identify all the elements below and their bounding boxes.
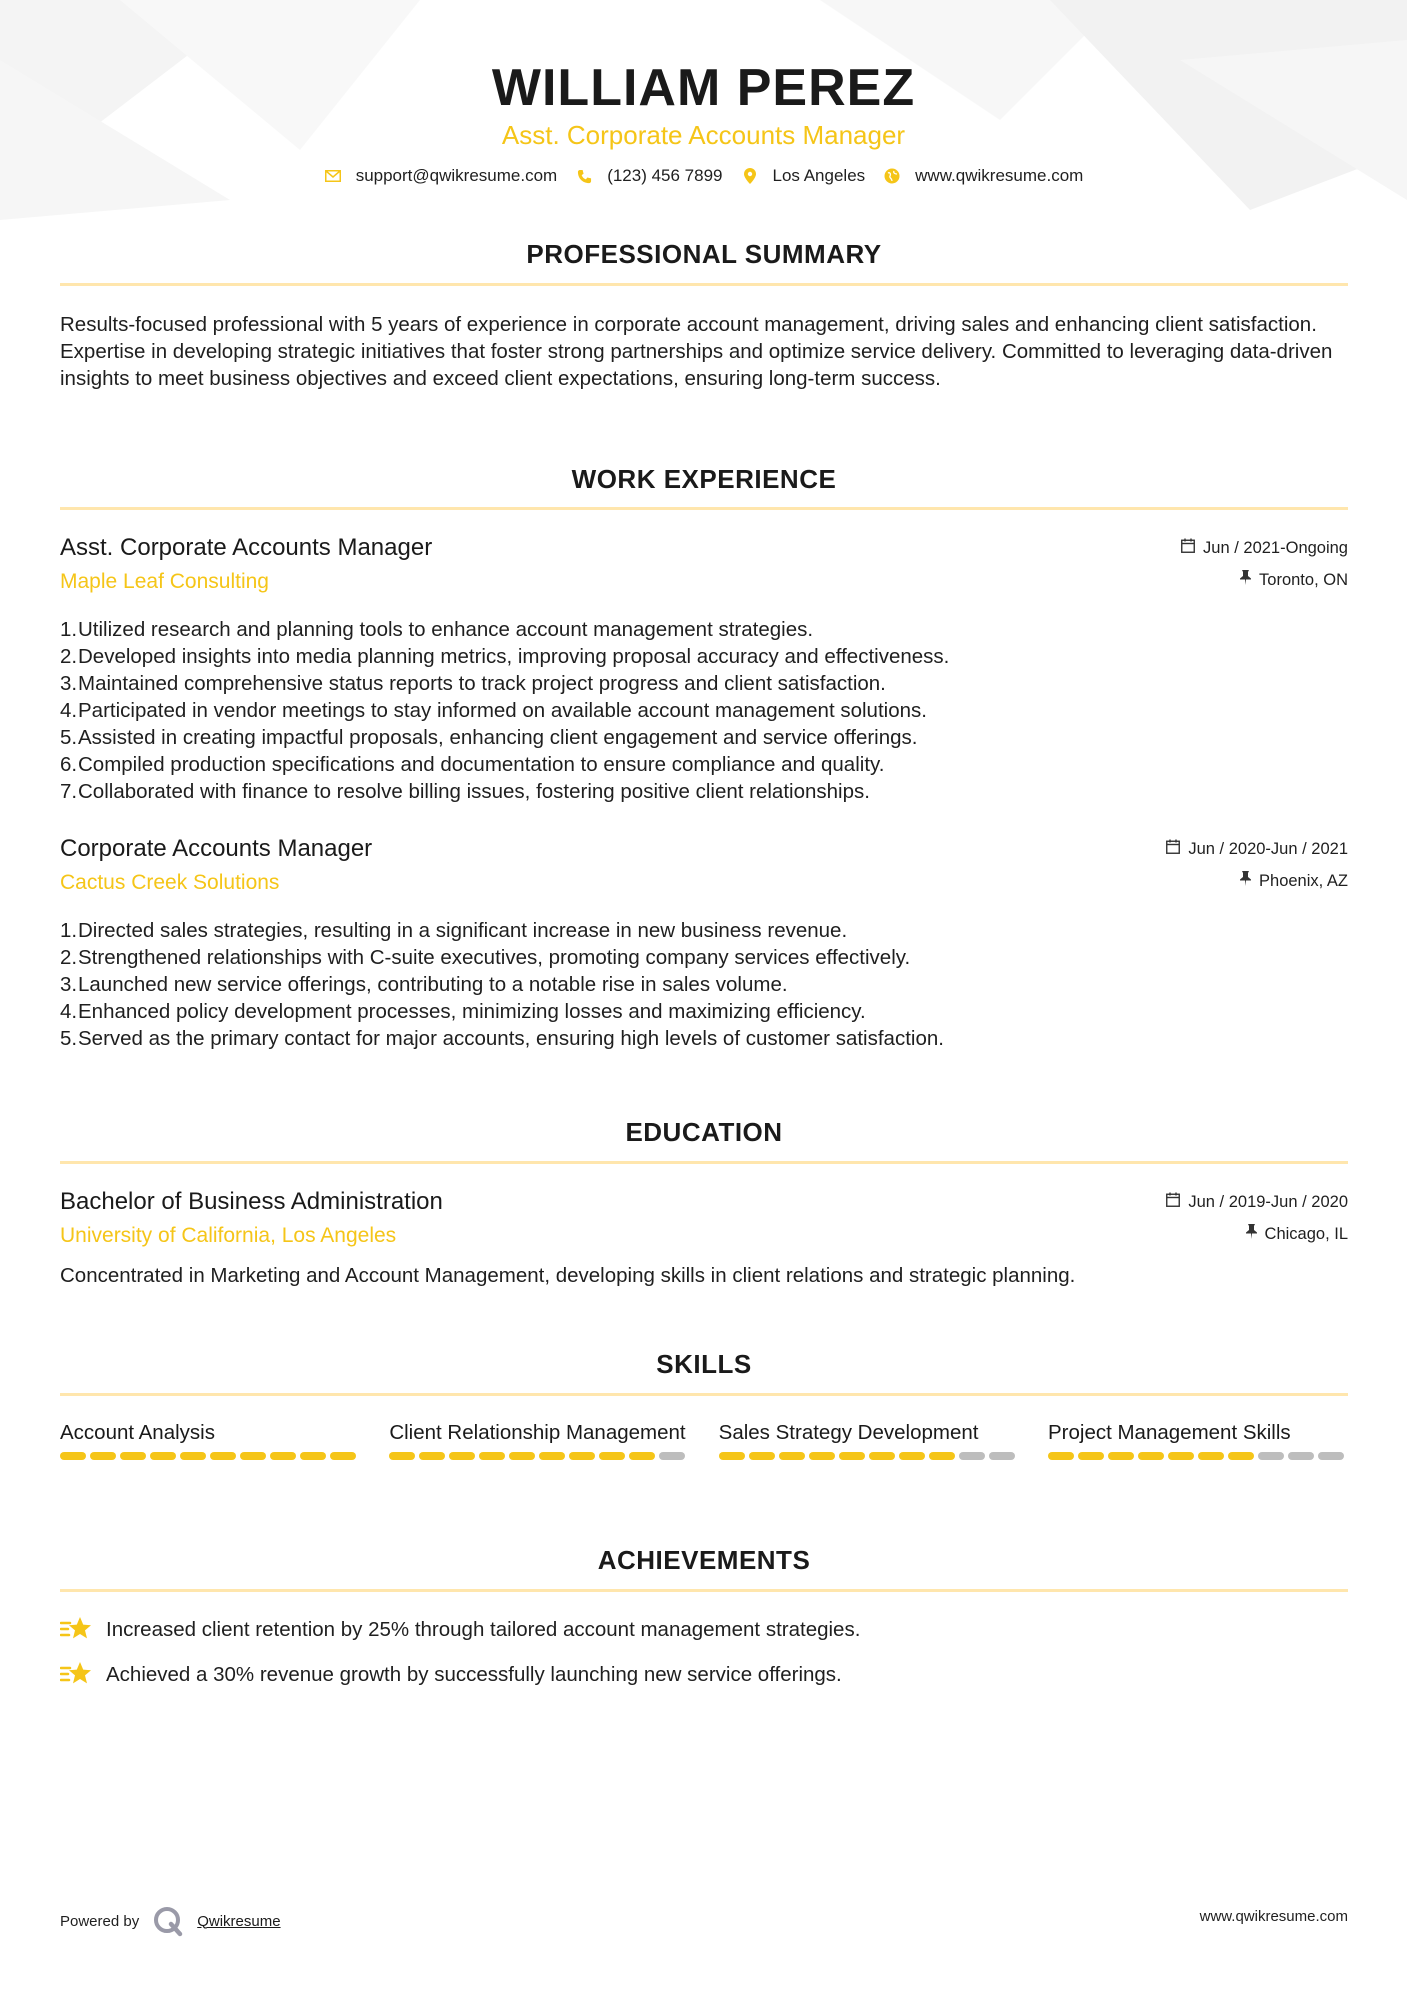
skill-segment-empty [1318,1452,1344,1460]
skill-segment-filled [1198,1452,1224,1460]
skill-level-bar [1048,1452,1348,1460]
skill-segment-filled [839,1452,865,1460]
skill-segment-filled [1078,1452,1104,1460]
skill-segment-filled [1228,1452,1254,1460]
job-location-text: Toronto, ON [1259,570,1348,589]
skill-segment-filled [779,1452,805,1460]
education-location-text: Chicago, IL [1264,1224,1348,1243]
job-role: Corporate Accounts Manager [60,835,373,862]
education-heading: EDUCATION [625,1117,783,1147]
contact-location-text: Los Angeles [772,166,866,185]
resume-header [0,58,1407,186]
skill-item [1048,1419,1348,1460]
contact-email[interactable] [324,166,558,186]
skill-segment-filled [509,1452,535,1460]
skill-segment-filled [120,1452,146,1460]
list-item: 3. Maintained comprehensive status reports to track project progress and client satisfaction. [60,672,886,695]
job-company: Maple Leaf Consulting [60,570,269,593]
skill-level-bar [389,1452,689,1460]
calendar-icon [1181,538,1195,558]
job-responsibilities [60,616,1348,805]
list-item: 1. Directed sales strategies, resulting in a significant increase in new business revenue. [60,919,848,942]
skill-name: Account Analysis [60,1421,215,1444]
job-header [60,835,1348,897]
education-rule [60,1161,1348,1164]
skill-segment-filled [599,1452,625,1460]
skill-segment-filled [539,1452,565,1460]
list-item: 3. Launched new service offerings, contributing to a notable rise in sales volume. [60,973,788,996]
calendar-icon [1166,839,1180,859]
skill-segment-empty [1288,1452,1314,1460]
skill-segment-filled [629,1452,655,1460]
education-entry [60,1188,1348,1289]
achievement-text: Increased client retention by 25% through tailored account management strategies. [106,1617,861,1641]
skill-segment-empty [659,1452,685,1460]
contact-bar [0,166,1407,186]
achievement-item [60,1615,1348,1643]
footer-website[interactable]: www.qwikresume.com [1199,1908,1348,1925]
candidate-name: WILLIAM PEREZ [491,59,916,117]
summary-text: Results-focused professional with 5 years of experience in corporate account management, driving sales and enhancing client satisfaction. Expertise in developing strategic initiatives that foster strong partnerships and optimize service delivery. Committed to leveraging data-driven insights to meet business objectives and exceed client expectations, ensuring long-term success. [60,313,1333,390]
list-item: 2. Developed insights into media planning metrics, improving proposal accuracy and effectiveness. [60,645,950,668]
achievement-item [60,1660,1348,1688]
phone-icon [575,167,593,185]
skill-segment-filled [240,1452,266,1460]
summary-rule [60,283,1348,286]
contact-email-text: support@qwikresume.com [355,166,558,185]
skill-segment-filled [1048,1452,1074,1460]
skill-segment-filled [449,1452,475,1460]
list-item: 5. Served as the primary contact for major accounts, ensuring high levels of customer satisfaction. [60,1027,944,1050]
powered-by [60,1904,281,1938]
education-date-text: Jun / 2019-Jun / 2020 [1188,1192,1348,1211]
skill-segment-filled [210,1452,236,1460]
achievements-heading: ACHIEVEMENTS [597,1545,811,1575]
job-date-text: Jun / 2021-Ongoing [1203,538,1348,557]
skill-segment-filled [569,1452,595,1460]
skills-list [60,1419,1348,1460]
skills-rule [60,1393,1348,1396]
job-entry [60,835,1348,1052]
globe-icon [883,167,901,185]
skill-segment-filled [60,1452,86,1460]
education-school: University of California, Los Angeles [60,1224,397,1247]
skill-level-bar [60,1452,360,1460]
achievements-rule [60,1589,1348,1592]
envelope-icon [324,167,342,185]
qwikresume-link[interactable]: Qwikresume [197,1912,281,1930]
skill-segment-empty [1258,1452,1284,1460]
skill-segment-filled [90,1452,116,1460]
pushpin-icon [1240,570,1251,590]
contact-location [741,166,866,186]
skill-segment-filled [809,1452,835,1460]
skill-name: Client Relationship Management [389,1421,686,1444]
map-pin-icon [741,167,759,185]
skill-segment-empty [989,1452,1015,1460]
job-location [1240,871,1348,891]
job-location-text: Phoenix, AZ [1259,871,1348,890]
skill-segment-filled [1108,1452,1134,1460]
skill-segment-filled [180,1452,206,1460]
achievement-text: Achieved a 30% revenue growth by successfully launching new service offerings. [106,1662,842,1686]
education-location [1246,1224,1348,1244]
skill-segment-filled [1138,1452,1164,1460]
skill-segment-filled [929,1452,955,1460]
job-date [1166,839,1348,859]
skill-item [389,1419,689,1460]
list-item: 1. Utilized research and planning tools to enhance account management strategies. [60,618,814,641]
calendar-icon [1166,1192,1180,1212]
job-entry [60,534,1348,805]
contact-phone-text: (123) 456 7899 [607,166,723,185]
list-item: 4. Enhanced policy development processes, minimizing losses and maximizing efficiency. [60,1000,866,1023]
skill-name: Sales Strategy Development [718,1421,979,1444]
skill-item [60,1419,360,1460]
job-header [60,534,1348,596]
education-header [60,1188,1348,1250]
pushpin-icon [1240,871,1251,891]
skill-segment-filled [150,1452,176,1460]
powered-by-label: Powered by [60,1912,140,1930]
skill-segment-filled [419,1452,445,1460]
job-date-text: Jun / 2020-Jun / 2021 [1188,839,1348,858]
skill-segment-empty [959,1452,985,1460]
job-company: Cactus Creek Solutions [60,871,280,894]
skill-segment-filled [330,1452,356,1460]
skill-segment-filled [270,1452,296,1460]
contact-website[interactable] [883,166,1083,186]
job-responsibilities [60,917,1348,1052]
shooting-star-icon [60,1660,92,1688]
skill-item [719,1419,1019,1460]
qwikresume-logo-icon [151,1904,185,1938]
skill-segment-filled [869,1452,895,1460]
skill-segment-filled [389,1452,415,1460]
pushpin-icon [1246,1224,1257,1244]
contact-website-text: www.qwikresume.com [915,166,1084,185]
list-item: 2. Strengthened relationships with C-suite executives, promoting company services effectively. [60,946,911,969]
education-description: Concentrated in Marketing and Account Management, developing skills in client relations and strategic planning. [60,1264,1076,1287]
skill-name: Project Management Skills [1047,1421,1291,1444]
shooting-star-icon [60,1615,92,1643]
summary-heading: PROFESSIONAL SUMMARY [526,239,882,269]
job-role: Asst. Corporate Accounts Manager [60,534,433,561]
education-date [1166,1192,1348,1212]
experience-heading: WORK EXPERIENCE [571,464,837,494]
candidate-title: Asst. Corporate Accounts Manager [501,120,906,150]
page-footer [60,1898,1348,1930]
skill-segment-filled [479,1452,505,1460]
achievements-list [60,1615,1348,1705]
list-item: 7. Collaborated with finance to resolve billing issues, fostering positive client relationships. [60,780,870,803]
list-item: 4. Participated in vendor meetings to stay informed on available account management solutions. [60,699,927,722]
list-item: 5. Assisted in creating impactful proposals, enhancing client engagement and service offerings. [60,726,918,749]
job-location [1240,570,1348,590]
contact-phone[interactable] [575,166,722,186]
skill-segment-filled [899,1452,925,1460]
list-item: 6. Compiled production specifications and documentation to ensure compliance and quality. [60,753,885,776]
education-degree: Bachelor of Business Administration [60,1188,443,1215]
skill-segment-filled [719,1452,745,1460]
skill-level-bar [719,1452,1019,1460]
skill-segment-filled [749,1452,775,1460]
skill-segment-filled [300,1452,326,1460]
experience-rule [60,507,1348,510]
job-date [1181,538,1348,558]
skills-heading: SKILLS [656,1349,752,1379]
skill-segment-filled [1168,1452,1194,1460]
